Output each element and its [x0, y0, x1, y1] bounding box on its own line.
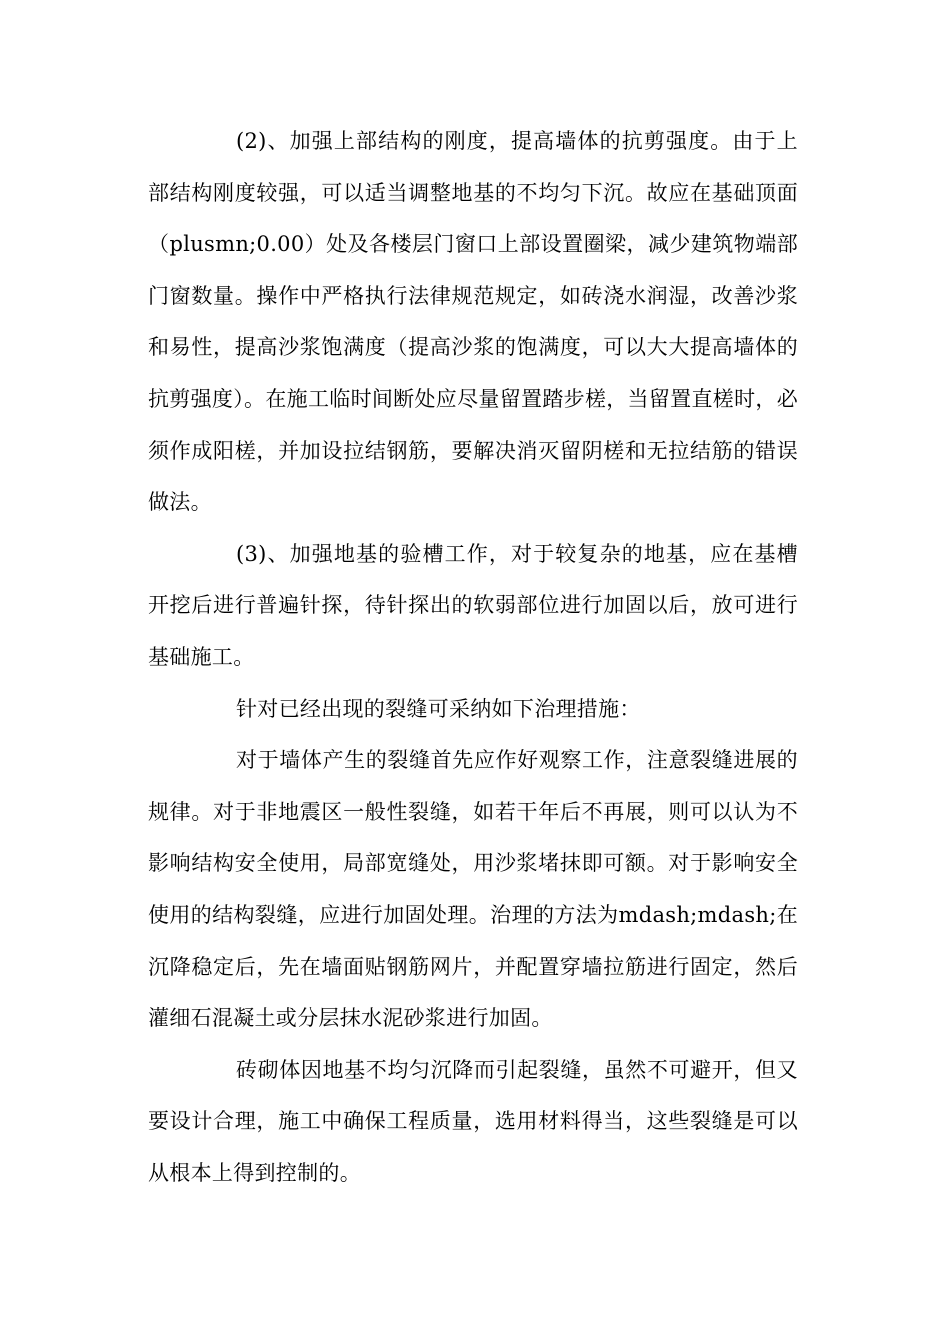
paragraph-2: (3)、加强地基的验槽工作，对于较复杂的地基，应在基槽开挖后进行普遍针探，待针探出的软弱部位进行加固以后，放可进行基础施工。 — [148, 541, 798, 669]
paragraph-3: 针对已经出现的裂缝可采纳如下治理措施： — [236, 696, 641, 721]
paragraph-5: 砖砌体因地基不均匀沉降而引起裂缝，虽然不可避开，但又要设计合理，施工中确保工程质量，选用材料得当，这些裂缝是可以从根本上得到控制的。 — [148, 1057, 798, 1185]
paragraph-1: (2)、加强上部结构的刚度，提高墙体的抗剪强度。由于上部结构刚度较强，可以适当调整地基的不均匀下沉。故应在基础顶面（plusmn;0.00）处及各楼层门窗口上部设置圈梁，减少建筑物端部门窗数量。操作中严格执行法律规范规定，如砖浇水润湿，改善沙浆和易性，提高沙浆饱满度（提高沙浆的饱满度，可以大大提高墙体的抗剪强度）。在施工临时间断处应尽量留置踏步槎，当留置直槎时，必须作成阳槎，并加设拉结钢筋，要解决消灭留阴槎和无拉结筋的错误做法。 — [148, 129, 798, 515]
document-body — [148, 116, 798, 1199]
paragraph-4: 对于墙体产生的裂缝首先应作好观察工作，注意裂缝进展的规律。对于非地震区一般性裂缝，如若干年后不再展，则可以认为不影响结构安全使用，局部宽缝处，用沙浆堵抹即可额。对于影响安全使用的结构裂缝，应进行加固处理。治理的方法为mdash;mdash;在沉降稳定后，先在墙面贴钢筋网片，并配置穿墙拉筋进行固定，然后灌细石混凝土或分层抹水泥砂浆进行加固。 — [148, 748, 798, 1031]
